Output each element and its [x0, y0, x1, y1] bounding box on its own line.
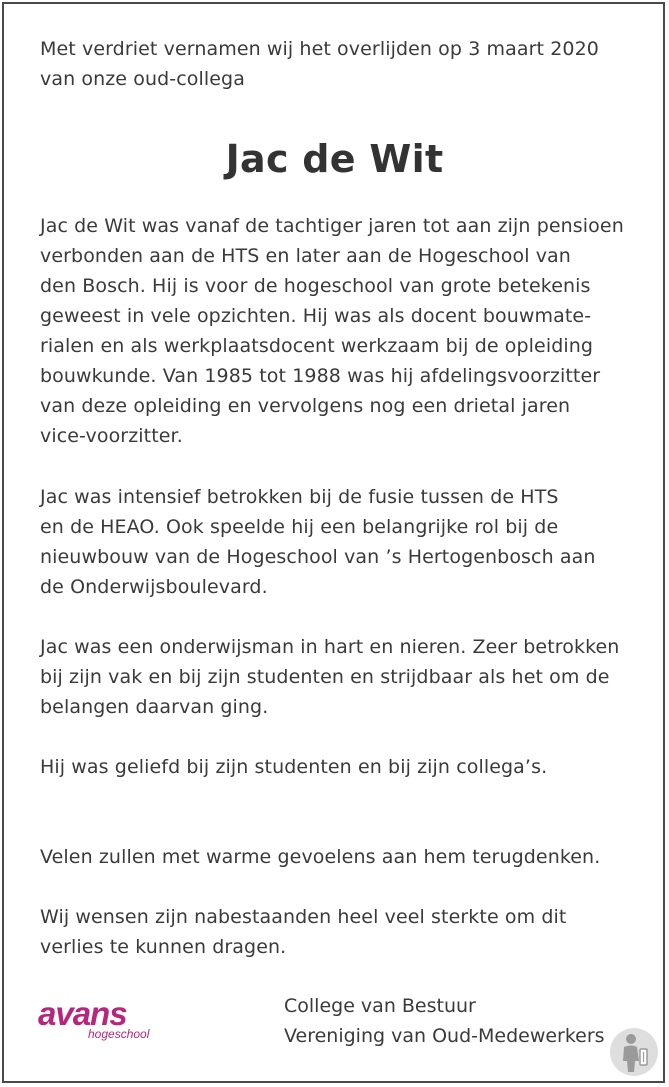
intro-text: Met verdriet vernamen wij het overlijden op 3 maart 2020 van onze oud-collega	[40, 38, 599, 90]
paragraph-educator: Jac was een onderwijsman in hart en nieren. Zeer betrokken bij zijn vak en bij zijn studenten en strijdbaar als het om de belangen daarvan ging.	[40, 636, 620, 718]
signer-board: College van Bestuur	[284, 995, 476, 1017]
paragraph-merger: Jac was intensief betrokken bij de fusie tussen de HTS en de HEAO. Ook speelde hij een belangrijke rol bij de nieuwbouw van de Hogeschool van ’s Hertogenbosch aan de Onderwijsboulevard.	[40, 486, 596, 598]
logo-subtitle: hogeschool	[88, 1027, 150, 1041]
deceased-name: Jac de Wit	[225, 137, 444, 181]
logo-wordmark: avans	[38, 995, 127, 1032]
paragraph-remembrance: Velen zullen met warme gevoelens aan hem terugdenken.	[40, 846, 601, 868]
avans-logo	[38, 996, 188, 1046]
memorial-figure-icon	[609, 1027, 659, 1077]
paragraph-career: Jac de Wit was vanaf de tachtiger jaren tot aan zijn pensioen verbonden aan de HTS en later aan de Hogeschool van den Bosch. Hij is voor de hogeschool van grote betekenis geweest in vele opzichten. Hij was als docent bouwmate- rialen en als werkplaatsdocent werkzaam bij de opleiding bouwkunde. Van 1985 tot 1988 was hij afdelingsvoorzitter van deze opleiding en vervolgens nog een drietal jaren vice-voorzitter.	[40, 215, 624, 447]
signer-association: Vereniging van Oud-Medewerkers	[284, 1025, 605, 1047]
paragraph-beloved: Hij was geliefd bij zijn studenten en bij zijn collega’s.	[40, 756, 548, 778]
paragraph-condolence: Wij wensen zijn nabestaanden heel veel sterkte om dit verlies te kunnen dragen.	[40, 906, 567, 958]
signatories	[284, 991, 605, 1051]
